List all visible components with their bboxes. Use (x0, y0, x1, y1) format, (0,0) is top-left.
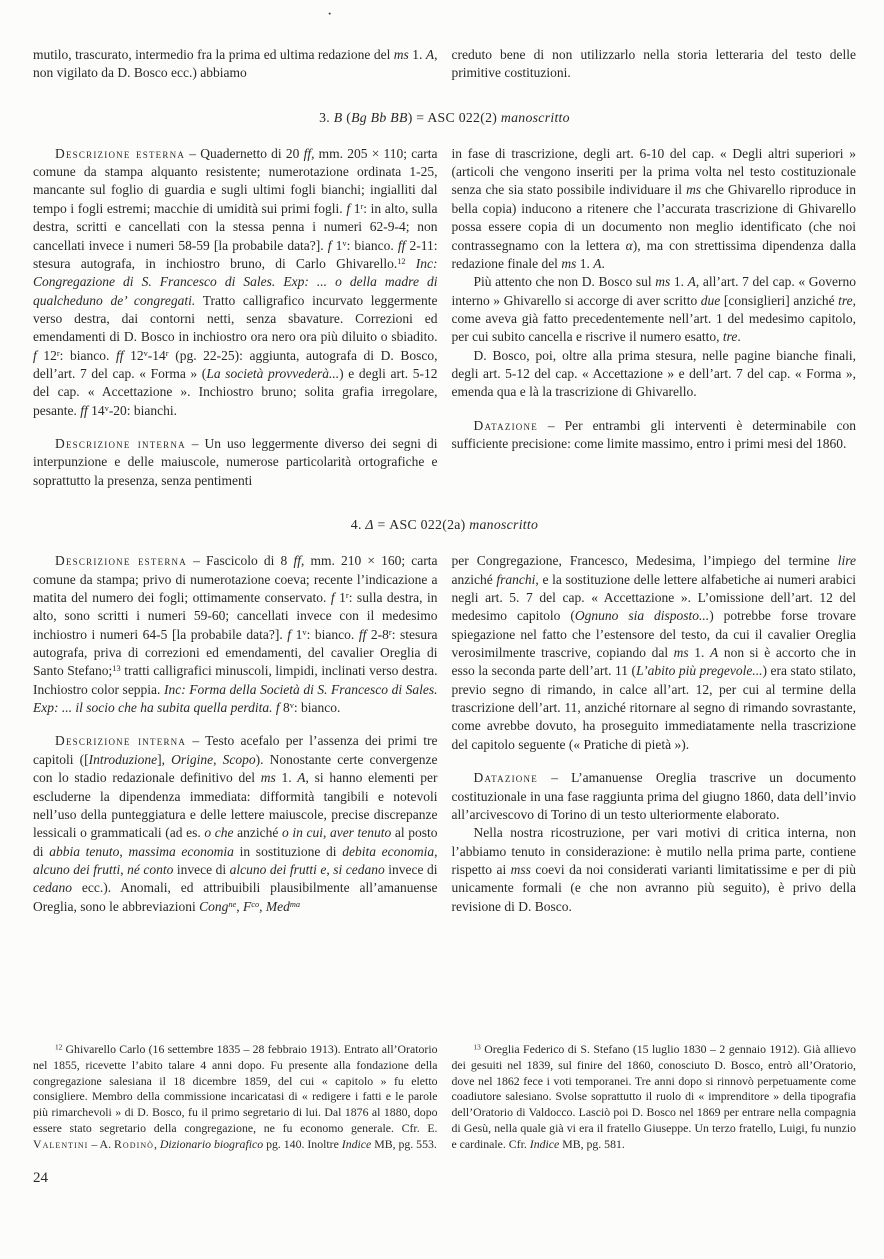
section-4-right-paragraph-1: per Congregazione, Francesco, Medesima, l’impiego del termine lire anziché franchi, e la sostituzione delle lettere alfabetiche ai numeri arabici negli art. 5. 7 del cap. « Accettazione ». L’omissione dell’art. 12 del medesimo capitolo (Ognuno sia disposto...) potrebbe forse trovare spiegazione nel fatto che l’estensore del testo, da cui il cavalier Oreglia verosimilmente trascrive, copiando dal ms 1. A non si è accorto che in esso la seconda parte dell’art. 11 (L’abito più pregevole...) era stato stilato, previo segno di rimando, in calce all’art. 12, per cui al termine della trascrizione dell’art. 11, anziché ritornare al segno di rimando sovrastante, come avrebbe dovuto, ha proseguito immediatamente nella trascrizione del capitolo seguente (« Pratiche di pietà »). (451, 553, 857, 752)
section-4-heading: 4. Δ = ASC 022(2a) manoscritto (350, 517, 539, 533)
section-3-right-paragraph-3: D. Bosco, poi, oltre alla prima stesura, nelle pagine bianche finali, degli art. 5-12 del cap. « Accettazione » e dell’art. 7 del cap. « Forma », emenda qua e là la trascrizione di Ghivarello. (451, 347, 856, 400)
section-4-descrizione-interna: Descrizione interna – Testo acefalo per l’assenza dei primi tre capitoli ([Introduzione], Origine, Scopo). Nonostante certe convergenze con lo stadio redazionale definitivo del ms 1. A, si hanno elementi per escluderne la dipendenza immediata: difformità tangibili e notevoli nell’uso della punteggiatura e delle lettere maiuscole, precise discrepanze lessicali o grammaticali (ad es. o che anziché o in cui, aver tenuto al posto di abbia tenuto, massima economia in sostituzione di debita economia, alcuno dei frutti, né conto invece di alcuno dei frutti e, si cedano invece di cedano ecc.). Anomali, ed attribuibili plausibilmente all’amanuense Oreglia, sono le abbreviazioni Cong$^{ne}$, $F^{co}$, Med$^{ma}$ (33, 733, 438, 914)
section-3-right-paragraph-1: in fase di trascrizione, degli art. 6-10 del cap. « Degli altri superiori » (articoli che vengono inseriti per la prima volta nel testo costituzionale senza che sia stato possibile individuare il ms che Ghivarello riproduce in bella copia) inducono a ritenere che l’accurata trascrizione di Ghivarello possa essere copia di un documento non meglio identificato (che noi contrassegnamo con la lettera α), ma con strettissima dipendenza dalla redazione finale del ms 1. A. (451, 145, 856, 271)
intro-continuation-block (33, 46, 856, 83)
section-4-datazione: Datazione – L’amanuense Oreglia trascrive un documento costituzionale in una fase raggiunta prima del giugno 1860, data dell’invio all’arcivescovo di Torino di un testo ulteriormente elaborato. (451, 770, 856, 822)
section-3-right-paragraph-2: Più attento che non D. Bosco sul ms 1. A, all’art. 7 del cap. « Governo interno » Ghivarello si accorge di aver scritto due [consiglieri] anziché tre, come aveva già fatto precedentemente nell’art. 1 del medesimo capitolo, per cui subito cancella e riscrive il numero esatto, tre. (451, 274, 857, 345)
footnote-12: $^{12}$ Ghivarello Carlo (16 settembre 1835 – 28 febbraio 1913). Entrato all’Oratorio nel 1855, ricevette l’abito talare 4 anni dopo. Fu presente alla fondazione della congregazione salesiana il 18 dicembre 1859, del cui « capitolo » fu eletto consigliere. Membro della commissione incaricatasi di « redigere i fatti e le parole più rimarchevoli » di D. Bosco, fu il primo segretario di lui. Dal 1876 al 1880, dopo essere stato segretario della congregazione, ne fu economo generale. Cfr. E. Valentini – A. Rodinò, Dizionario biografico pg. 140. Inoltre Indice MB, pg. 553. (33, 1042, 438, 1151)
footnote-13: $^{13}$ Oreglia Federico di S. Stefano (15 luglio 1830 – 2 gennaio 1912). Già allievo dei gesuiti nel 1839, sul finire del 1860, conosciuto D. Bosco, entrò all’Oratorio, dove nel 1862 fece i voti temporanei. Tre anni dopo si rinnovò perpetuamente come coadiutore salesiano. Svolse soprattutto il ruolo di « imprenditore » della tipografia dell’Oratorio di Valdocco. Lasciò poi D. Bosco nel 1869 per entrare nella compagnia di Gesù, nella quale già vi era il fratello Giuseppe. Un terzo fratello, Luigi, fu nunzio e cardinale. Cfr. Indice MB, pg. 581. (451, 1042, 856, 1151)
section-3-right-column (452, 145, 857, 454)
footnotes-block (33, 1042, 856, 1153)
intro-left-paragraph: mutilo, trascurato, intermedio fra la prima ed ultima redazione del ms 1. A, non vigilato da D. Bosco ecc.) abbiamo (33, 47, 438, 81)
printers-dot-mark: · (327, 6, 333, 23)
section-4-left-column (33, 552, 438, 916)
section-4-right-column (452, 552, 857, 916)
page-number: 24 (33, 1170, 48, 1186)
section-3-left-column (33, 145, 438, 490)
section-3-datazione: Datazione – Per entrambi gli interventi è determinabile con sufficiente precisione: come limite massimo, entro i primi mesi del 1860. (451, 417, 856, 452)
section-4-right-paragraph-3: Nella nostra ricostruzione, per vari motivi di critica interna, non l’abbiamo tenuto in considerazione: è mutilo nella prima parte, contiene rispetto ai mss coevi da noi considerati varianti limitatissime e per di più unicamente formali (e che non avranno più seguito), è privo della revisione di D. Bosco. (451, 825, 856, 914)
section-3-body (33, 145, 856, 490)
section-3-descrizione-esterna: Descrizione esterna – Quadernetto di 20 ff, mm. 205 × 110; carta comune da stampa alquanto resistente; numerotazione ordinata 1-25, mancante sul foglio di guardia e sugli ultimi fogli bianchi; ingialliti dal tempo i fogli estremi; macchie di umidità sui primi fogli. f 1$^r$: in alto, sulla destra, scritti e cancellati con la stessa penna i numeri 62-9-4; non cancellati invece i numeri 58-59 [la probabile data?]. f 1$^v$: bianco. ff 2-11: stesura autografa, in inchiostro bruno, di Carlo Ghivarello.$^{12}$ Inc: Congregazione di S. Francesco di Sales. Exp: ... o della madre di qualcheduno de’ congregati. Tratto calligrafico incurvato leggermente verso destra, dai contorni netti, senza sbavature. Correzioni ed emendamenti di D. Bosco in inchiostro ora nero ora più diluito o sbiadito. f 12$^r$: bianco. ff 12$^v$-14$^r$ (pg. 22-25): aggiunta, autografa di D. Bosco, dell’art. 7 del cap. « Forma » (La società provvederà...) e degli art. 5-12 del cap. « Accettazione ». Inchiostro bruno; solita grafia irregolare, pesante. ff 14$^v$-20: bianchi. (33, 145, 438, 418)
section-3-descrizione-interna: Descrizione interna – Un uso leggermente diverso dei segni di interpunzione e delle maiuscole, numerose particolarità ortografiche e soprattutto la presenza, senza pentimenti (33, 436, 438, 488)
section-3-heading: 3. B (Bg Bb BB) = ASC 022(2) manoscritto (319, 109, 570, 125)
intro-right-paragraph: creduto bene di non utilizzarlo nella storia letteraria del testo delle primitive costituzioni. (451, 47, 856, 81)
section-4-body (33, 552, 856, 916)
section-4-descrizione-esterna: Descrizione esterna – Fascicolo di 8 ff, mm. 210 × 160; carta comune da stampa; privo di numerotazione coeva; recente l’indicazione a matita del numero dei fogli; ottimamente conservato. f 1$^r$: sulla destra, in alto, sono scritti i numeri 59-60; cancellati invece con il medesimo inchiostro i numeri 64-5 [la probabile data?]. f 1$^v$: bianco. ff 2-8$^r$: stesura autografa, priva di correzioni ed emendamenti, del cavalier Oreglia di Santo Stefano;$^{13}$ tratti calligrafici minuscoli, limpidi, inclinati verso destra. Inchiostro color seppia. Inc: Forma della Società di S. Francesco di Sales. Exp: ... il socio che ha subita quella perdita. f 8$^v$: bianco. (33, 553, 438, 716)
